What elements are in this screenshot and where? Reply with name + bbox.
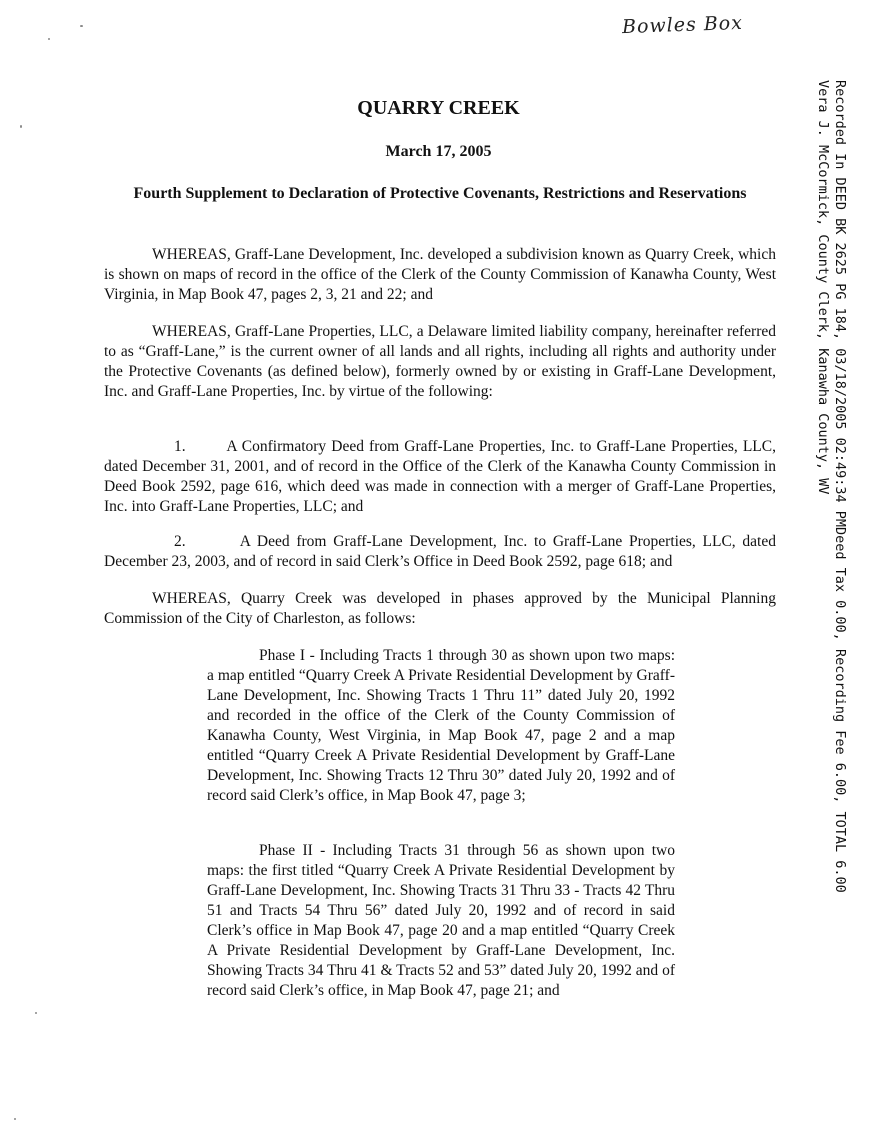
- paragraph-whereas-ownership: WHEREAS, Graff-Lane Properties, LLC, a Delaware limited liability company, hereinafter referred to as “Graff-Lane,” is the current owner of all lands and all rights, including all rights and authority under the Protective Covenants (as defined below), formerly owned by or existing in Graff-Lane Development, Inc. and Graff-Lane Properties, Inc. by virtue of the following:: [104, 323, 776, 400]
- scan-speck: [35, 1012, 37, 1014]
- document-date: March 17, 2005: [385, 143, 492, 160]
- scan-speck: [20, 125, 22, 128]
- recording-stamp: [814, 80, 848, 893]
- scan-speck: [80, 25, 83, 27]
- document-subtitle: Fourth Supplement to Declaration of Protective Covenants, Restrictions and Reservations: [133, 185, 747, 202]
- recording-stamp-line-1: Recorded In DEED BK 2625 PG 184, 03/18/2005 02:49:34 PMDeed Tax 0.00, Recording Fee 6.00, TOTAL 6.00: [832, 80, 848, 893]
- scan-speck: [14, 1118, 16, 1120]
- recording-stamp-line-2: Vera J. McCormick, County Clerk, Kanawha County, WV: [815, 80, 831, 495]
- numbered-item-1: 1. A Confirmatory Deed from Graff-Lane Properties, Inc. to Graff-Lane Properties, LLC, dated December 31, 2001, and of record in the Office of the Clerk of the Kanawha County Commission in Deed Book 2592, page 616, which deed was made in connection with a merger of Graff-Lane Properties, Inc. into Graff-Lane Properties, LLC; and: [104, 438, 776, 515]
- scan-speck: [48, 38, 50, 40]
- paragraph-whereas-subdivision: WHEREAS, Graff-Lane Development, Inc. developed a subdivision known as Quarry Creek, which is shown on maps of record in the office of the Clerk of the County Commission of Kanawha County, West Virginia, in Map Book 47, pages 2, 3, 21 and 22; and: [104, 246, 776, 303]
- paragraph-whereas-phases: WHEREAS, Quarry Creek was developed in phases approved by the Municipal Planning Commission of the City of Charleston, as follows:: [104, 590, 776, 627]
- document-title: QUARRY CREEK: [357, 97, 520, 119]
- phase-1-description: Phase I - Including Tracts 1 through 30 as shown upon two maps: a map entitled “Quarry Creek A Private Residential Development by Graff-Lane Development, Inc. Showing Tracts 1 Thru 11” dated July 20, 1992 and recorded in the office of the Clerk of the County Commission of Kanawha County, West Virginia, in Map Book 47, page 2 and a map entitled “Quarry Creek A Private Residential Development by Graff-Lane Development, Inc. Showing Tracts 12 Thru 30” dated July 20, 1992 and of record said Clerk’s office, in Map Book 47, page 3;: [207, 647, 675, 804]
- numbered-item-2: 2. A Deed from Graff-Lane Development, Inc. to Graff-Lane Properties, LLC, dated December 23, 2003, and of record in said Clerk’s Office in Deed Book 2592, page 618; and: [104, 533, 776, 570]
- handwritten-annotation: Bowles Box: [621, 11, 744, 39]
- phase-2-description: Phase II - Including Tracts 31 through 56 as shown upon two maps: the first titled “Quarry Creek A Private Residential Development by Graff-Lane Development, Inc. Showing Tracts 31 Thru 33 - Tracts 42 Thru 51 and Tracts 54 Thru 56” dated July 20, 1992 and of record in said Clerk’s office in Map Book 47, page 20 and a map entitled “Quarry Creek A Private Residential Development by Graff-Lane Development, Inc. Showing Tracts 34 Thru 41 & Tracts 52 and 53” dated July 20, 1992 and of record said Clerk’s office, in Map Book 47, page 21; and: [207, 842, 675, 999]
